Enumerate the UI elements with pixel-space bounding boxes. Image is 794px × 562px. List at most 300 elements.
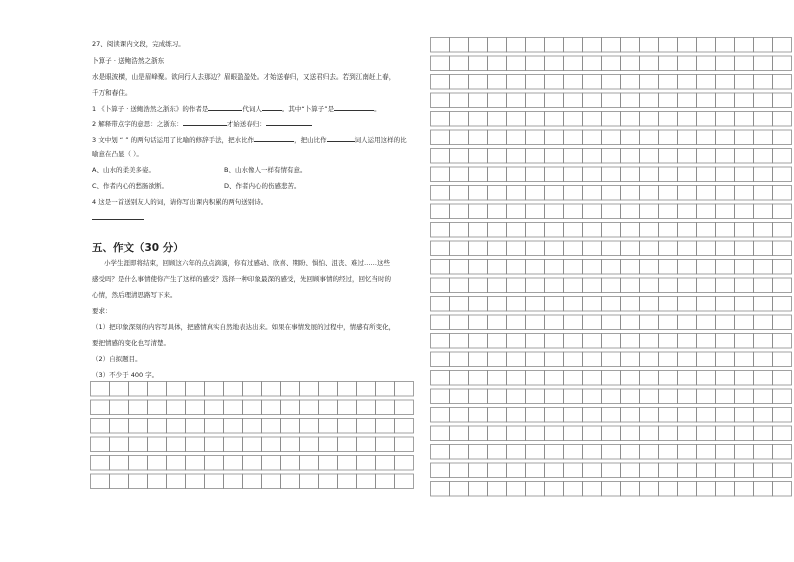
grid-cell[interactable] <box>583 482 602 497</box>
grid-cell[interactable] <box>319 456 338 471</box>
grid-cell[interactable] <box>602 315 621 330</box>
grid-cell[interactable] <box>186 419 205 434</box>
grid-cell[interactable] <box>469 93 488 108</box>
grid-cell[interactable] <box>564 130 583 145</box>
grid-cell[interactable] <box>716 260 735 275</box>
grid-cell[interactable] <box>697 297 716 312</box>
grid-cell[interactable] <box>754 371 773 386</box>
grid-cell[interactable] <box>735 112 754 127</box>
grid-cell[interactable] <box>602 75 621 90</box>
grid-cell[interactable] <box>526 352 545 367</box>
grid-cell[interactable] <box>773 260 792 275</box>
grid-cell[interactable] <box>621 389 640 404</box>
grid-cell[interactable] <box>621 38 640 53</box>
grid-cell[interactable] <box>659 334 678 349</box>
grid-cell[interactable] <box>469 334 488 349</box>
grid-cell[interactable] <box>545 93 564 108</box>
grid-cell[interactable] <box>735 186 754 201</box>
grid-cell[interactable] <box>564 352 583 367</box>
grid-cell[interactable] <box>564 278 583 293</box>
grid-cell[interactable] <box>697 426 716 441</box>
grid-cell[interactable] <box>716 130 735 145</box>
grid-cell[interactable] <box>621 371 640 386</box>
grid-cell[interactable] <box>640 204 659 219</box>
grid-cell[interactable] <box>319 382 338 397</box>
grid-cell[interactable] <box>338 474 357 489</box>
grid-cell[interactable] <box>678 315 697 330</box>
grid-cell[interactable] <box>431 130 450 145</box>
grid-cell[interactable] <box>659 186 678 201</box>
grid-cell[interactable] <box>716 371 735 386</box>
grid-cell[interactable] <box>716 426 735 441</box>
grid-cell[interactable] <box>431 167 450 182</box>
grid-cell[interactable] <box>621 167 640 182</box>
grid-cell[interactable] <box>640 445 659 460</box>
grid-cell[interactable] <box>716 241 735 256</box>
grid-cell[interactable] <box>488 149 507 164</box>
grid-cell[interactable] <box>507 149 526 164</box>
grid-cell[interactable] <box>450 241 469 256</box>
grid-cell[interactable] <box>376 382 395 397</box>
grid-cell[interactable] <box>450 75 469 90</box>
grid-cell[interactable] <box>640 352 659 367</box>
grid-cell[interactable] <box>564 260 583 275</box>
grid-cell[interactable] <box>621 334 640 349</box>
grid-cell[interactable] <box>319 419 338 434</box>
grid-cell[interactable] <box>754 56 773 71</box>
grid-cell[interactable] <box>678 371 697 386</box>
grid-cell[interactable] <box>224 382 243 397</box>
grid-cell[interactable] <box>602 297 621 312</box>
grid-cell[interactable] <box>640 334 659 349</box>
grid-cell[interactable] <box>186 382 205 397</box>
grid-cell[interactable] <box>716 149 735 164</box>
grid-cell[interactable] <box>507 130 526 145</box>
grid-cell[interactable] <box>583 278 602 293</box>
grid-cell[interactable] <box>526 278 545 293</box>
grid-cell[interactable] <box>488 241 507 256</box>
grid-cell[interactable] <box>583 315 602 330</box>
grid-cell[interactable] <box>678 482 697 497</box>
grid-cell[interactable] <box>262 400 281 415</box>
grid-cell[interactable] <box>319 474 338 489</box>
answer-blank-dynasty[interactable] <box>262 104 282 111</box>
grid-cell[interactable] <box>659 315 678 330</box>
grid-cell[interactable] <box>716 408 735 423</box>
grid-cell[interactable] <box>716 167 735 182</box>
grid-cell[interactable] <box>583 241 602 256</box>
grid-cell[interactable] <box>450 112 469 127</box>
grid-cell[interactable] <box>488 260 507 275</box>
grid-cell[interactable] <box>564 75 583 90</box>
grid-cell[interactable] <box>91 474 110 489</box>
grid-cell[interactable] <box>602 112 621 127</box>
grid-cell[interactable] <box>469 389 488 404</box>
grid-cell[interactable] <box>281 456 300 471</box>
grid-cell[interactable] <box>395 400 414 415</box>
grid-cell[interactable] <box>545 149 564 164</box>
grid-cell[interactable] <box>773 167 792 182</box>
grid-cell[interactable] <box>735 130 754 145</box>
grid-cell[interactable] <box>526 56 545 71</box>
grid-cell[interactable] <box>507 297 526 312</box>
grid-cell[interactable] <box>281 382 300 397</box>
grid-cell[interactable] <box>583 112 602 127</box>
grid-cell[interactable] <box>450 204 469 219</box>
grid-cell[interactable] <box>754 75 773 90</box>
grid-cell[interactable] <box>697 278 716 293</box>
grid-cell[interactable] <box>431 75 450 90</box>
grid-cell[interactable] <box>110 382 129 397</box>
grid-cell[interactable] <box>431 297 450 312</box>
grid-cell[interactable] <box>716 38 735 53</box>
grid-cell[interactable] <box>431 334 450 349</box>
grid-cell[interactable] <box>773 445 792 460</box>
grid-cell[interactable] <box>300 400 319 415</box>
grid-cell[interactable] <box>431 38 450 53</box>
grid-cell[interactable] <box>583 260 602 275</box>
grid-cell[interactable] <box>678 186 697 201</box>
grid-cell[interactable] <box>488 408 507 423</box>
grid-cell[interactable] <box>659 241 678 256</box>
grid-cell[interactable] <box>754 463 773 478</box>
grid-cell[interactable] <box>583 204 602 219</box>
grid-cell[interactable] <box>507 371 526 386</box>
grid-cell[interactable] <box>716 297 735 312</box>
answer-blank-cipai[interactable] <box>334 104 374 111</box>
grid-cell[interactable] <box>697 130 716 145</box>
grid-cell[interactable] <box>450 278 469 293</box>
grid-cell[interactable] <box>110 400 129 415</box>
grid-cell[interactable] <box>488 223 507 238</box>
grid-cell[interactable] <box>431 112 450 127</box>
grid-cell[interactable] <box>583 38 602 53</box>
grid-cell[interactable] <box>716 315 735 330</box>
grid-cell[interactable] <box>205 382 224 397</box>
grid-cell[interactable] <box>507 260 526 275</box>
grid-cell[interactable] <box>773 186 792 201</box>
grid-cell[interactable] <box>526 426 545 441</box>
grid-cell[interactable] <box>338 419 357 434</box>
grid-cell[interactable] <box>469 260 488 275</box>
grid-cell[interactable] <box>640 167 659 182</box>
grid-cell[interactable] <box>243 474 262 489</box>
grid-cell[interactable] <box>678 75 697 90</box>
grid-cell[interactable] <box>545 315 564 330</box>
grid-cell[interactable] <box>583 334 602 349</box>
grid-cell[interactable] <box>91 437 110 452</box>
grid-cell[interactable] <box>507 167 526 182</box>
grid-cell[interactable] <box>678 38 697 53</box>
grid-cell[interactable] <box>583 186 602 201</box>
grid-cell[interactable] <box>224 456 243 471</box>
grid-cell[interactable] <box>697 482 716 497</box>
grid-cell[interactable] <box>621 315 640 330</box>
grid-cell[interactable] <box>659 389 678 404</box>
grid-cell[interactable] <box>602 93 621 108</box>
grid-cell[interactable] <box>507 241 526 256</box>
grid-cell[interactable] <box>697 38 716 53</box>
grid-cell[interactable] <box>735 334 754 349</box>
grid-cell[interactable] <box>602 56 621 71</box>
grid-cell[interactable] <box>697 93 716 108</box>
grid-cell[interactable] <box>621 445 640 460</box>
grid-cell[interactable] <box>564 389 583 404</box>
grid-cell[interactable] <box>110 437 129 452</box>
grid-cell[interactable] <box>281 400 300 415</box>
grid-cell[interactable] <box>583 93 602 108</box>
grid-cell[interactable] <box>469 149 488 164</box>
grid-cell[interactable] <box>640 130 659 145</box>
grid-cell[interactable] <box>545 426 564 441</box>
grid-cell[interactable] <box>526 204 545 219</box>
grid-cell[interactable] <box>564 167 583 182</box>
grid-cell[interactable] <box>640 241 659 256</box>
grid-cell[interactable] <box>754 223 773 238</box>
grid-cell[interactable] <box>659 408 678 423</box>
grid-cell[interactable] <box>545 223 564 238</box>
grid-cell[interactable] <box>526 445 545 460</box>
grid-cell[interactable] <box>167 400 186 415</box>
grid-cell[interactable] <box>450 352 469 367</box>
grid-cell[interactable] <box>583 371 602 386</box>
grid-cell[interactable] <box>488 297 507 312</box>
grid-cell[interactable] <box>602 278 621 293</box>
grid-cell[interactable] <box>526 223 545 238</box>
grid-cell[interactable] <box>526 463 545 478</box>
grid-cell[interactable] <box>338 400 357 415</box>
grid-cell[interactable] <box>621 408 640 423</box>
grid-cell[interactable] <box>526 408 545 423</box>
grid-cell[interactable] <box>735 408 754 423</box>
grid-cell[interactable] <box>450 56 469 71</box>
grid-cell[interactable] <box>545 297 564 312</box>
grid-cell[interactable] <box>602 260 621 275</box>
grid-cell[interactable] <box>488 93 507 108</box>
grid-cell[interactable] <box>450 334 469 349</box>
grid-cell[interactable] <box>564 408 583 423</box>
grid-cell[interactable] <box>754 112 773 127</box>
grid-cell[interactable] <box>186 456 205 471</box>
grid-cell[interactable] <box>735 260 754 275</box>
grid-cell[interactable] <box>583 426 602 441</box>
grid-cell[interactable] <box>262 456 281 471</box>
answer-blank-zhi[interactable] <box>183 119 227 126</box>
grid-cell[interactable] <box>659 482 678 497</box>
grid-cell[interactable] <box>450 93 469 108</box>
grid-cell[interactable] <box>754 38 773 53</box>
grid-cell[interactable] <box>602 482 621 497</box>
grid-cell[interactable] <box>735 315 754 330</box>
grid-cell[interactable] <box>583 352 602 367</box>
grid-cell[interactable] <box>659 38 678 53</box>
grid-cell[interactable] <box>450 260 469 275</box>
grid-cell[interactable] <box>697 371 716 386</box>
grid-cell[interactable] <box>564 241 583 256</box>
grid-cell[interactable] <box>621 204 640 219</box>
writing-grid-bottom[interactable] <box>90 381 462 503</box>
grid-cell[interactable] <box>338 456 357 471</box>
option-b[interactable]: B、山水像人一样有情有意。 <box>224 166 307 174</box>
grid-cell[interactable] <box>488 112 507 127</box>
grid-cell[interactable] <box>564 204 583 219</box>
grid-cell[interactable] <box>545 352 564 367</box>
grid-cell[interactable] <box>678 130 697 145</box>
grid-cell[interactable] <box>716 334 735 349</box>
grid-cell[interactable] <box>716 204 735 219</box>
grid-cell[interactable] <box>488 371 507 386</box>
grid-cell[interactable] <box>469 167 488 182</box>
grid-cell[interactable] <box>773 75 792 90</box>
grid-cell[interactable] <box>507 352 526 367</box>
grid-cell[interactable] <box>469 463 488 478</box>
grid-cell[interactable] <box>469 408 488 423</box>
grid-cell[interactable] <box>450 167 469 182</box>
grid-cell[interactable] <box>129 400 148 415</box>
grid-cell[interactable] <box>697 445 716 460</box>
grid-cell[interactable] <box>564 445 583 460</box>
grid-cell[interactable] <box>488 463 507 478</box>
grid-cell[interactable] <box>735 241 754 256</box>
grid-cell[interactable] <box>602 389 621 404</box>
grid-cell[interactable] <box>773 93 792 108</box>
grid-cell[interactable] <box>621 223 640 238</box>
grid-cell[interactable] <box>526 112 545 127</box>
grid-cell[interactable] <box>338 382 357 397</box>
grid-cell[interactable] <box>621 426 640 441</box>
grid-cell[interactable] <box>564 334 583 349</box>
grid-cell[interactable] <box>507 408 526 423</box>
grid-cell[interactable] <box>545 482 564 497</box>
grid-cell[interactable] <box>469 482 488 497</box>
grid-cell[interactable] <box>545 56 564 71</box>
grid-cell[interactable] <box>773 463 792 478</box>
grid-cell[interactable] <box>659 426 678 441</box>
grid-cell[interactable] <box>754 186 773 201</box>
grid-cell[interactable] <box>602 241 621 256</box>
grid-cell[interactable] <box>659 371 678 386</box>
grid-cell[interactable] <box>148 474 167 489</box>
grid-cell[interactable] <box>205 419 224 434</box>
grid-cell[interactable] <box>167 419 186 434</box>
grid-cell[interactable] <box>167 382 186 397</box>
grid-cell[interactable] <box>431 278 450 293</box>
grid-cell[interactable] <box>773 389 792 404</box>
grid-cell[interactable] <box>640 482 659 497</box>
grid-cell[interactable] <box>697 389 716 404</box>
grid-cell[interactable] <box>205 437 224 452</box>
grid-cell[interactable] <box>697 260 716 275</box>
grid-cell[interactable] <box>773 426 792 441</box>
grid-cell[interactable] <box>659 223 678 238</box>
grid-cell[interactable] <box>754 334 773 349</box>
option-c[interactable]: C、作者内心的愁肠欲断。 <box>92 182 169 190</box>
grid-cell[interactable] <box>621 297 640 312</box>
grid-cell[interactable] <box>469 186 488 201</box>
grid-cell[interactable] <box>545 334 564 349</box>
grid-cell[interactable] <box>224 437 243 452</box>
grid-cell[interactable] <box>621 56 640 71</box>
answer-blank-mountain[interactable] <box>327 135 355 142</box>
grid-cell[interactable] <box>564 93 583 108</box>
grid-cell[interactable] <box>716 389 735 404</box>
grid-cell[interactable] <box>716 482 735 497</box>
grid-cell[interactable] <box>545 75 564 90</box>
grid-cell[interactable] <box>697 186 716 201</box>
option-a[interactable]: A、山水的柔美多姿。 <box>92 166 155 174</box>
grid-cell[interactable] <box>621 352 640 367</box>
grid-cell[interactable] <box>640 186 659 201</box>
grid-cell[interactable] <box>564 482 583 497</box>
grid-cell[interactable] <box>640 463 659 478</box>
grid-cell[interactable] <box>583 223 602 238</box>
grid-cell[interactable] <box>735 371 754 386</box>
grid-cell[interactable] <box>507 482 526 497</box>
grid-cell[interactable] <box>526 482 545 497</box>
grid-cell[interactable] <box>640 93 659 108</box>
grid-cell[interactable] <box>262 437 281 452</box>
grid-cell[interactable] <box>583 408 602 423</box>
grid-cell[interactable] <box>716 75 735 90</box>
grid-cell[interactable] <box>773 223 792 238</box>
grid-cell[interactable] <box>754 130 773 145</box>
grid-cell[interactable] <box>281 437 300 452</box>
grid-cell[interactable] <box>583 149 602 164</box>
grid-cell[interactable] <box>488 75 507 90</box>
grid-cell[interactable] <box>697 112 716 127</box>
grid-cell[interactable] <box>697 75 716 90</box>
grid-cell[interactable] <box>602 426 621 441</box>
grid-cell[interactable] <box>469 278 488 293</box>
answer-blank-water[interactable] <box>254 135 294 142</box>
grid-cell[interactable] <box>621 75 640 90</box>
grid-cell[interactable] <box>735 389 754 404</box>
grid-cell[interactable] <box>621 482 640 497</box>
grid-cell[interactable] <box>583 56 602 71</box>
grid-cell[interactable] <box>659 75 678 90</box>
grid-cell[interactable] <box>602 186 621 201</box>
grid-cell[interactable] <box>621 149 640 164</box>
answer-blank-author[interactable] <box>208 104 242 111</box>
grid-cell[interactable] <box>395 419 414 434</box>
grid-cell[interactable] <box>735 38 754 53</box>
grid-cell[interactable] <box>773 204 792 219</box>
grid-cell[interactable] <box>621 463 640 478</box>
grid-cell[interactable] <box>659 93 678 108</box>
grid-cell[interactable] <box>659 149 678 164</box>
grid-cell[interactable] <box>300 437 319 452</box>
grid-cell[interactable] <box>300 382 319 397</box>
grid-cell[interactable] <box>735 204 754 219</box>
grid-cell[interactable] <box>110 419 129 434</box>
grid-cell[interactable] <box>488 334 507 349</box>
grid-cell[interactable] <box>697 463 716 478</box>
grid-cell[interactable] <box>659 352 678 367</box>
grid-cell[interactable] <box>564 56 583 71</box>
grid-cell[interactable] <box>754 278 773 293</box>
grid-cell[interactable] <box>564 38 583 53</box>
grid-cell[interactable] <box>186 474 205 489</box>
grid-cell[interactable] <box>754 241 773 256</box>
grid-cell[interactable] <box>488 167 507 182</box>
grid-cell[interactable] <box>526 186 545 201</box>
grid-cell[interactable] <box>545 112 564 127</box>
grid-cell[interactable] <box>678 278 697 293</box>
grid-cell[interactable] <box>545 278 564 293</box>
grid-cell[interactable] <box>678 334 697 349</box>
grid-cell[interactable] <box>583 389 602 404</box>
grid-cell[interactable] <box>602 352 621 367</box>
